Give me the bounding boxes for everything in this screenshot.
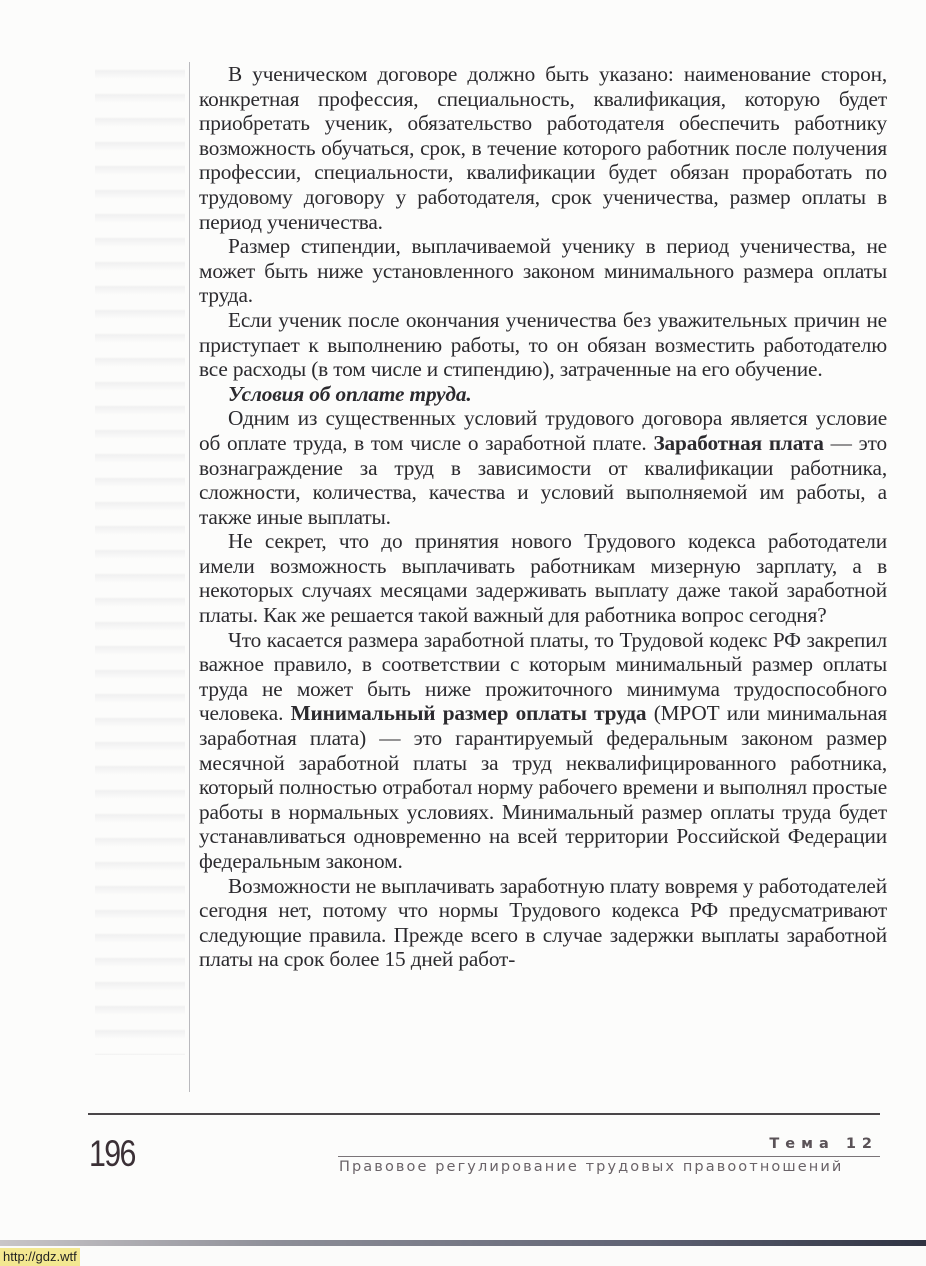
paragraph-mrot (199, 628, 887, 874)
paragraph-old-code: Не секрет, что до принятия нового Трудового кодекса работодатели имели возможность выплачивать работникам мизерную зарплату, а в некоторых случаях месяцами задерживать выплату даже такой заработной платы. Как же решается такой важный для работника вопрос сегодня? (199, 529, 887, 628)
section-heading: Условия об оплате труда. (228, 381, 472, 406)
body-text (199, 62, 887, 972)
bleed-through-margin (95, 55, 185, 1055)
margin-vertical-rule (189, 62, 190, 1092)
wage-intro: Одним из существенных условий трудового договора является условие об оплате труда, в том числе о заработной плате. (199, 406, 887, 455)
term-mrot: Минимальный размер оплаты труда (290, 701, 647, 726)
mrot-intro: Что касается размера заработной платы, то Трудовой кодекс РФ закрепил важное правило, в соответствии с которым минимальный размер оплаты труда не может быть ниже прожиточного минимума трудоспособного человека. (199, 627, 887, 726)
mrot-definition: (МРОТ или минимальная заработная плата) — это гарантируемый федеральным законом размер месячной заработной платы за труд неквалифицированного работника, который полностью отработал норму рабочего времени и выполнял простые работы в нормальных условиях. Минимальный размер оплаты труда будет устанавливаться одновременно на всей территории Российской Федерации федеральным законом. (199, 701, 888, 873)
topic-rule (338, 1156, 880, 1157)
topic-label: Тема 12 (769, 1136, 878, 1152)
footer-rule (88, 1113, 880, 1115)
paragraph-payment-delay: Возможности не выплачивать заработную плату вовремя у работодателей сегодня нет, потому что нормы Трудового кодекса РФ предусматривают следующие правила. Прежде всего в случае задержки выплаты заработной платы на срок более 15 дней работ- (199, 873, 887, 972)
scan-edge-bar (0, 1240, 926, 1246)
term-wage: Заработная плата (653, 430, 824, 455)
paragraph-stipend: Размер стипендии, выплачиваемой ученику в период ученичества, не может быть ниже установленного законом минимального размера оплаты труда. (199, 234, 887, 308)
paragraph-wage-definition (199, 406, 887, 529)
page-number: 196 (89, 1133, 135, 1174)
paragraph-reimbursement: Если ученик после окончания ученичества без уважительных причин не приступает к выполнению работы, то он обязан возместить работодателю все расходы (в том числе и стипендию), затраченные на его обучение. (199, 307, 887, 382)
paragraph-apprentice-contract: В ученическом договоре должно быть указано: наименование сторон, конкретная профессия, специальность, квалификация, которую будет приобретать ученик, обязательство работодателя обеспечить работнику возможность обучаться, срок, в течение которого работник после получения профессии, специальности, квалификации будет обязан проработать по трудовому договору у работодателя, срок ученичества, размер оплаты в период ученичества. (199, 62, 887, 234)
watermark-url-link[interactable]: http://gdz.wtf (0, 1248, 80, 1266)
topic-title: Правовое регулирование трудовых правоотношений (339, 1159, 844, 1175)
wage-definition: — это вознаграждение за труд в зависимости от квалификации работника, сложности, количества, качества и условий выполняемой им работы, а также иные выплаты. (199, 430, 887, 529)
